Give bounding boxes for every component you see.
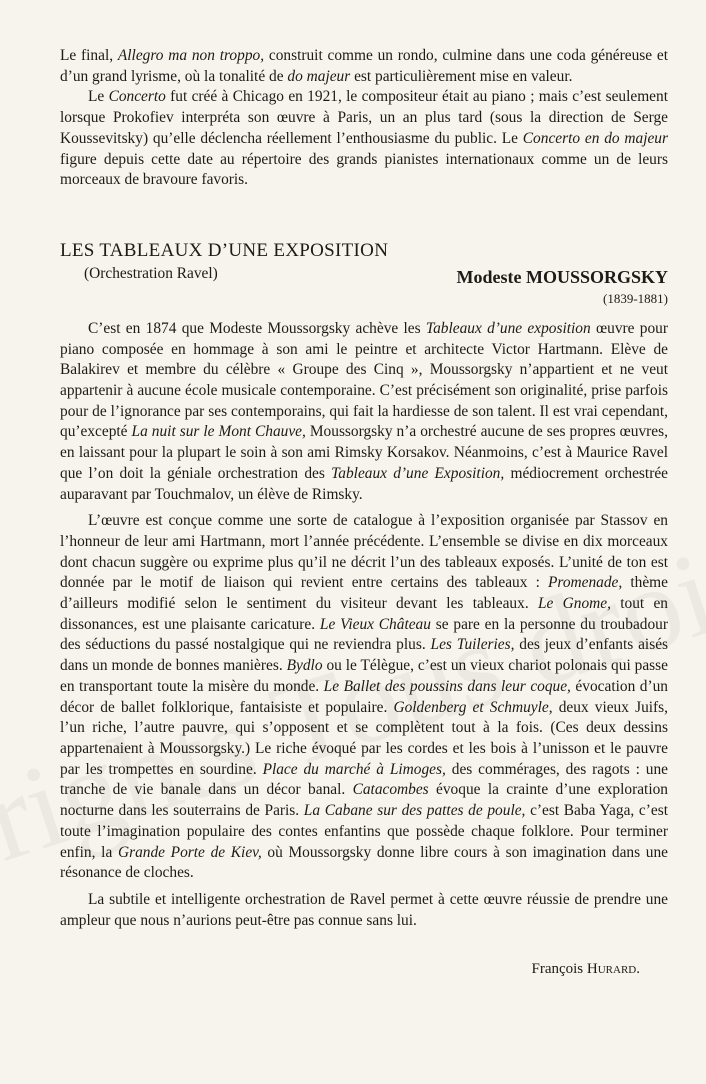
text-run: évocation d’un décor de ballet folklorique, fantaisiste et populaire. [60, 677, 668, 716]
italic-title: La Cabane sur des pattes de poule, [303, 802, 526, 820]
composer-name: Modeste MOUSSORGSKY [456, 266, 668, 287]
text-run: évoque la crainte d’une exploration nocturne dans les souterrains de Paris. [60, 781, 668, 820]
signature [60, 961, 668, 978]
italic-title: La nuit sur le Mont Chauve, [131, 423, 306, 441]
text-run: C’est en 1874 que Modeste Moussorgsky achève les [88, 319, 426, 337]
italic-title: Tableaux d’une Exposition, [331, 464, 505, 482]
italic-title: Les Tuileries, [430, 636, 515, 654]
italic-title: Concerto en do majeur [522, 129, 668, 147]
text-run: œuvre pour piano composée en hommage à son ami le peintre et architecte Victor Hartmann. Elève de Balakirev et membre du célèbre « Groupe des Cinq », Moussorgsky n’appartient et ne veut appartenir à aucune école musicale contemporaine. C’est précisément son originalité, prise parfois pour de l’ignorance par ses contemporains, qui fait la hardiesse de son talent. Il est vrai cependant, qu’excepté [60, 319, 668, 441]
text-run: L’œuvre est conçue comme une sorte de catalogue à l’exposition organisée par Stassov en l’honneur de leur ami Hartmann, mort l’année précédente. L’ensemble se divise en dix morceaux dont chacun suggère ou exprime plus qu’il ne décrit l’un des tableaux exposés. L’unité de ton est donnée par le motif de liaison qui revient entre certains des tableaux : [60, 512, 668, 592]
body-paragraph-1 [60, 319, 668, 505]
body-paragraph-2 [60, 511, 668, 884]
text-run: tout en dissonances, est une plaisante caricature. [60, 595, 668, 633]
orchestration-note: (Orchestration Ravel) [84, 264, 218, 282]
text-run: où Moussorgsky donne libre cours à son imagination dans une résonance de cloches. [60, 843, 668, 882]
signature-last: Hurard. [586, 961, 640, 978]
text-run: est particulièrement mise en valeur. [350, 67, 573, 85]
text-run: des jeux d’enfants aisés dans un monde de bonnes manières. [60, 636, 669, 675]
text-run: fut créé à Chicago en 1921, le compositeur était au piano ; mais c’est seulement lorsque Prokofiev interpréta son œuvre à Paris, un an plus tard (sous la direction de Serge Koussevitsky) qu’elle déclencha réellement l’enthousiasme du public. Le [60, 88, 668, 147]
italic-title: Tableaux d’une exposition [425, 319, 591, 337]
italic-title: Catacombes [352, 781, 429, 799]
signature-first: François [531, 961, 584, 978]
text-run: thème d’ailleurs modifié selon le sentiment du visiteur devant les tableaux. [60, 574, 668, 613]
italic-title: Promenade, [548, 574, 623, 592]
intro-paragraph-2 [60, 87, 668, 191]
text-run: des commérages, des ragots : une tranche de vie banale dans un décor banal. [60, 760, 668, 799]
text-run: construit comme un rondo, culmine dans une coda généreuse et d’un grand lyrisme, où la tonalité de [60, 47, 669, 85]
document-page [60, 46, 668, 978]
text-run: Le [88, 88, 109, 106]
italic-title: Goldenberg et Schmuyle, [393, 698, 553, 716]
italic-title: Le Vieux Château [319, 615, 431, 633]
italic-title: Le Ballet des poussins dans leur coque, [323, 677, 571, 695]
italic-title: Le Gnome, [537, 595, 611, 613]
section-title: LES TABLEAUX D’UNE EXPOSITION [60, 239, 389, 261]
text-run: deux vieux Juifs, l’un riche, l’autre pauvre, qui s’opposent et se complètent tout à la fois. (Ces deux dessins appartenaient à Moussorgsky.) Le riche évoqué par les cordes et les bois à l’unisson et le pauvre par les trompettes en sourdine. [60, 698, 668, 778]
body-paragraph-3 [60, 890, 668, 931]
text-run: c’est Baba Yaga, c’est toute l’imagination populaire des contes enfantins que possède chaque folklore. Pour terminer enfin, la [60, 802, 668, 861]
composer-dates: (1839-1881) [603, 290, 668, 306]
text-run: La subtile et intelligente orchestration de Ravel permet à cette œuvre réussie de prendre une ampleur que nous n’aurions peut-être pas connue sans lui. [60, 890, 668, 929]
italic-title: Grande Porte de Kiev, [117, 843, 262, 861]
italic-title: do majeur [287, 67, 351, 85]
text-run: ou le Télègue, c’est un vieux chariot polonais qui passe en transportant toute la misère du monde. [60, 657, 668, 695]
text-run: Le final, [60, 47, 118, 64]
italic-title: Place du marché à Limoges, [262, 760, 446, 778]
text-run: se pare en la personne du troubadour des séductions du passé nostalgique qui ne reviendra plus. [60, 615, 668, 654]
italic-title: Allegro ma non troppo, [117, 47, 265, 64]
text-run: figure depuis cette date au répertoire des grands pianistes internationaux comme un de leurs morceaux de bravoure favoris. [60, 150, 668, 189]
italic-title: Concerto [108, 88, 166, 106]
text-run: Moussorgsky n’a orchestré aucune de ses propres œuvres, en laissant pour la plupart le soin à son ami Rimsky Korsakov. Néanmoins, c’est à Maurice Ravel que l’on doit la géniale orchestration des [60, 423, 668, 482]
italic-title: Bydlo [286, 657, 323, 675]
text-run: médiocrement orchestrée auparavant par Touchmalov, un élève de Rimsky. [60, 464, 668, 503]
intro-paragraph-1 [60, 46, 668, 87]
